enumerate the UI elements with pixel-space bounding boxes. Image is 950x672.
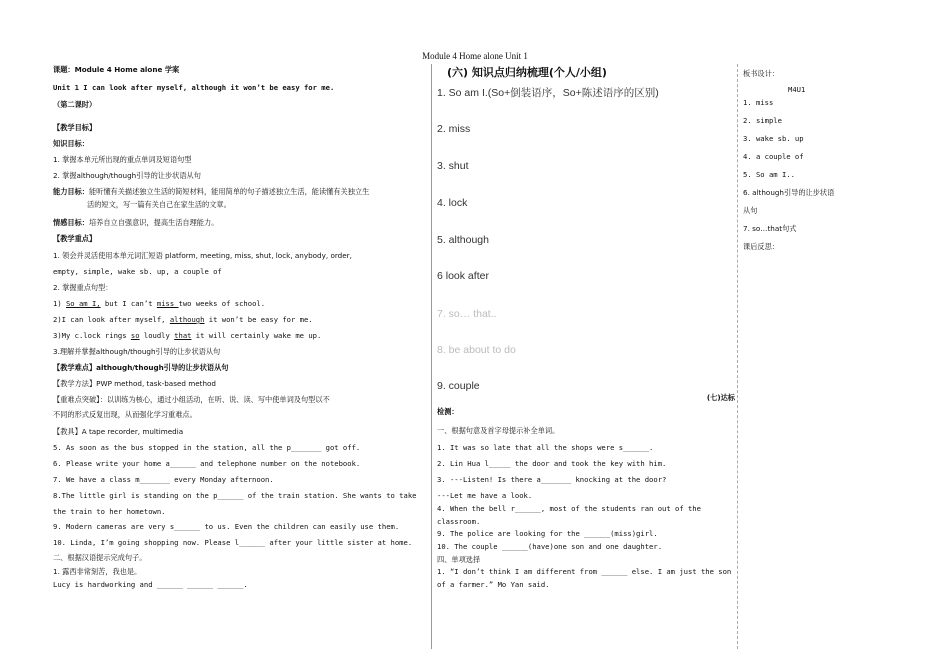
- unit-title: Unit 1 I can look after myself, although it won’t be easy for me.: [53, 83, 335, 92]
- aids-line: 【教具】A tape recorder, multimedia: [53, 427, 184, 436]
- board-item-6: 6. although引导的让步状语: [743, 188, 835, 197]
- s1-part-b: So am I,: [65, 299, 101, 308]
- key-item-3: 3.理解并掌握although/though引导的让步状语从句: [53, 347, 221, 356]
- choice-question-1a: 1. “I don’t think I am different from ______ else. I am just the son: [437, 567, 732, 576]
- key-item-1b: empty, simple, wake sb. up, a couple of: [53, 267, 222, 276]
- board-design-label: 板书设计：: [743, 69, 779, 78]
- s1-part-e: two weeks of school.: [178, 299, 266, 308]
- column-divider-left: [431, 64, 432, 649]
- reflection-label: 课后反思：: [743, 242, 779, 251]
- key-item-1a: 1. 领会并灵活使用本单元词汇短语 platform, meeting, miss, shut, lock, anybody, order,: [53, 251, 352, 260]
- emotion-text: 培养自立自强意识，提高生活自理能力。: [88, 218, 219, 227]
- s3-part-b: so: [130, 331, 140, 340]
- s3-part-a: 3)My c.lock rings: [53, 331, 131, 340]
- s2-part-a: 2)I can look after myself,: [53, 315, 170, 324]
- s3-part-d: that: [174, 331, 192, 340]
- key-item-2: 2. 掌握重点句型：: [53, 283, 113, 292]
- question-7: 7. We have a class m_______ every Monday afternoon.: [53, 475, 274, 484]
- question-6: 6. Please write your home a______ and telephone number on the notebook.: [53, 459, 361, 468]
- difficulty-line: 【教学难点】although/though引导的让步状语从句: [53, 363, 229, 372]
- knowledge-heading: 知识目标：: [53, 139, 89, 148]
- reach-label: (七)达标: [706, 393, 735, 402]
- question-10: 10. Linda, I’m going shopping now. Please l______ after your little sister at home.: [53, 538, 413, 547]
- test-question-4b: classroom.: [437, 517, 481, 526]
- test-question-3: 3. ---Listen! Is there a_______ knocking at the door?: [437, 475, 667, 484]
- knowledge-point-4: 4. lock: [437, 197, 468, 209]
- question-8a: 8.The little girl is standing on the p______ of the train station. She wants to take: [53, 491, 417, 500]
- knowledge-item-1: 1. 掌握本单元所出现的重点单词及短语句型: [53, 155, 192, 164]
- knowledge-point-9: 9. couple: [437, 380, 480, 392]
- board-item-3: 3. wake sb. up: [743, 134, 804, 143]
- method-line: 【教学方法】PWP method, task-based method: [53, 379, 216, 388]
- sentence-2: [53, 316, 313, 323]
- test-question-9: 9. The police are looking for the ______(miss)girl.: [437, 529, 658, 538]
- test-question-10: 10. The couple ______(have)one son and one daughter.: [437, 542, 663, 551]
- goals-heading: 【教学目标】: [53, 123, 97, 132]
- board-item-2: 2. simple: [743, 116, 782, 125]
- knowledge-point-3: 3. shut: [437, 160, 469, 172]
- question-9: 9. Modern cameras are very s______ to us. Even the children can easily use them.: [53, 522, 400, 531]
- emotion-goal: [53, 219, 218, 226]
- s3-part-c: loudly: [139, 331, 175, 340]
- period-label: （第二课时）: [53, 100, 97, 109]
- knowledge-point-1-text: 1. So am I.(So+倒装语序，So+陈述语序的区别): [437, 87, 659, 99]
- ability-goal: [53, 188, 369, 195]
- part-4-heading: 四、单项选择: [437, 555, 481, 564]
- board-item-7: 7. so…that句式: [743, 224, 797, 233]
- column-divider-right: [737, 64, 738, 649]
- s2-part-b: although: [169, 315, 205, 324]
- translate-1-cn: 1. 露西非常刻苦，我也是。: [53, 567, 142, 576]
- board-item-1: 1. miss: [743, 98, 774, 107]
- knowledge-point-1: [437, 88, 659, 99]
- knowledge-point-7: 7. so… that..: [437, 308, 497, 320]
- test-question-3b: ---Let me have a look.: [437, 491, 533, 500]
- s2-part-c: it won’t be easy for me.: [204, 315, 313, 324]
- test-question-4a: 4. When the bell r______, most of the students ran out of the: [437, 504, 701, 513]
- s1-part-c: but I can’t: [100, 299, 157, 308]
- sentence-3: [53, 332, 321, 339]
- test-question-1: 1. It was so late that all the shops were s______.: [437, 443, 654, 452]
- knowledge-point-2: 2. miss: [437, 123, 471, 135]
- part-1-heading: 一、根据句意及首字母提示补全单词。: [437, 426, 560, 435]
- translate-1-en: Lucy is hardworking and ______ ______ ______.: [53, 580, 248, 589]
- ability-text-2: 活的短文，写一篇有关自己在家生活的文章。: [87, 200, 231, 209]
- section-6-title: (六) 知识点归纳梳理(个人/小组): [447, 66, 607, 79]
- knowledge-point-8: 8. be about to do: [437, 344, 516, 356]
- knowledge-point-6: 6 look after: [437, 270, 489, 282]
- knowledge-item-2: 2. 掌握although/though引导的让步状语从句: [53, 171, 201, 180]
- key-heading: 【教学重点】: [53, 234, 97, 243]
- sentence-1: [53, 300, 265, 307]
- knowledge-point-5: 5. although: [437, 234, 489, 246]
- s1-part-a: 1): [53, 299, 66, 308]
- breakthrough-line-2: 不同的形式反复出现，从而强化学习重难点。: [53, 410, 197, 419]
- page-header-title: Module 4 Home alone Unit 1: [422, 51, 528, 61]
- ability-label: 能力目标：: [53, 187, 89, 196]
- board-item-5: 5. So am I..: [743, 170, 795, 179]
- s1-part-d: miss: [156, 299, 179, 308]
- ability-text-1: 能听懂有关描述独立生活的简短材料，能用简单的句子描述独立生活，能读懂有关独立生: [88, 187, 370, 196]
- test-question-2: 2. Lin Hua l_____ the door and took the key with him.: [437, 459, 667, 468]
- s3-part-e: it will certainly wake me up.: [191, 331, 322, 340]
- board-item-4: 4. a couple of: [743, 152, 804, 161]
- test-label: 检测：: [437, 407, 459, 416]
- board-item-6-cont: 从句: [743, 206, 758, 215]
- choice-question-1b: of a farmer.” Mo Yan said.: [437, 580, 550, 589]
- question-8b: the train to her hometown.: [53, 507, 166, 516]
- lesson-title: 课题：Module 4 Home alone 学案: [53, 65, 180, 74]
- board-code: M4U1: [788, 85, 806, 94]
- breakthrough-line-1: 【重难点突破】：以训练为核心，通过小组活动，在听、说、读、写中使单词及句型以不: [53, 395, 330, 404]
- part-2-heading: 二、根据汉语提示完成句子。: [53, 553, 147, 562]
- emotion-label: 情感目标：: [53, 218, 89, 227]
- question-5: 5. As soon as the bus stopped in the station, all the p_______ got off.: [53, 443, 361, 452]
